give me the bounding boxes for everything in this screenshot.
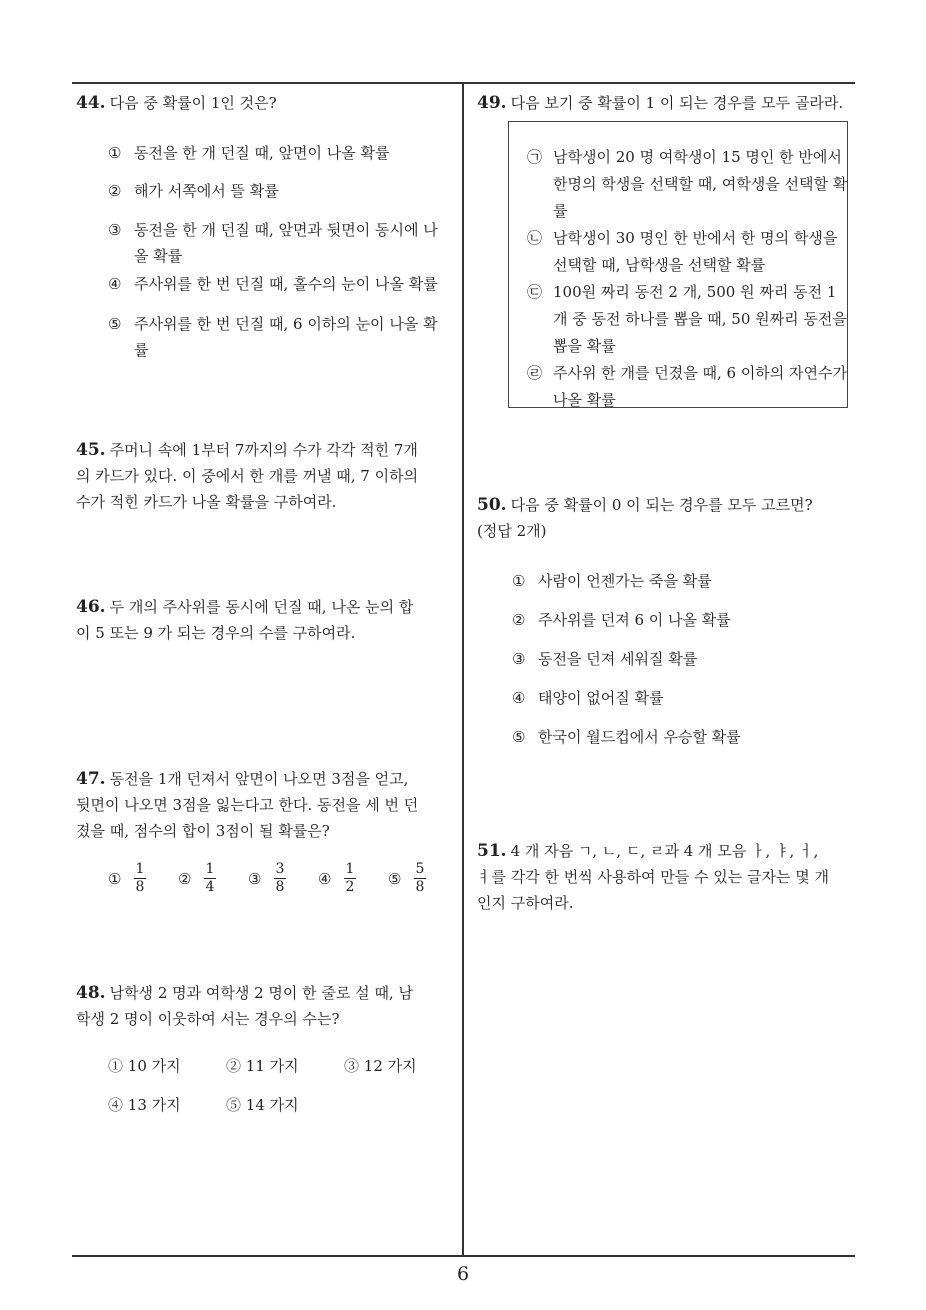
- q47-option-4[interactable]: [318, 862, 388, 895]
- option-mark: ②: [512, 611, 526, 629]
- option-text: 동전을 한 개 던질 때, 앞면이 나올 확률: [134, 144, 390, 162]
- option-text: 주사위를 한 번 던질 때, 홀수의 눈이 나올 확률: [134, 275, 438, 293]
- q50-option-3[interactable]: [512, 646, 842, 672]
- q48-option-3[interactable]: [344, 1053, 462, 1079]
- box-item-1[interactable]: [527, 144, 853, 225]
- q47-option-5[interactable]: [388, 862, 458, 895]
- question-text: 두 개의 주사위를 동시에 던질 때, 나온 눈의 합이 5 또는 9 가 되는 경우의 수를 구하여라.: [76, 598, 414, 642]
- question-text: 남학생 2 명과 여학생 2 명이 한 줄로 설 때, 남학생 2 명이 이웃하여 서는 경우의 수는?: [76, 984, 413, 1028]
- option-text: 11 가지: [245, 1057, 299, 1075]
- column-divider: [462, 82, 464, 1255]
- question-49: [477, 90, 867, 116]
- option-mark: ③: [512, 650, 526, 668]
- item-mark: ㉡: [527, 229, 543, 247]
- fraction: [274, 862, 286, 895]
- q47-option-2[interactable]: [178, 862, 248, 895]
- q44-option-4[interactable]: [108, 271, 448, 297]
- q48-options-row-2: [108, 1092, 344, 1118]
- option-text: 13 가지: [127, 1096, 181, 1114]
- question-number: 45.: [76, 440, 106, 460]
- option-text: 주사위를 한 번 던질 때, 6 이하의 눈이 나올 확률: [134, 315, 438, 359]
- box-item-2[interactable]: [527, 225, 853, 279]
- item-mark: ㉢: [527, 283, 543, 301]
- numerator: 1: [345, 861, 355, 877]
- option-mark: ③: [108, 221, 122, 239]
- option-mark: ①: [512, 572, 526, 590]
- item-mark: ㉣: [527, 364, 543, 382]
- item-text: 남학생이 20 명 여학생이 15 명인 한 반에서 한명의 학생을 선택할 때, 여학생을 선택할 확률: [553, 148, 848, 220]
- item-text: 주사위 한 개를 던졌을 때, 6 이하의 자연수가 나올 확률: [553, 364, 848, 409]
- question-number: 44.: [76, 93, 106, 113]
- numerator: 3: [275, 861, 285, 877]
- q48-option-5[interactable]: [226, 1092, 344, 1118]
- option-text: 동전을 던져 세워질 확률: [538, 650, 698, 668]
- question-number: 51.: [477, 841, 507, 861]
- option-text: 동전을 한 개 던질 때, 앞면과 뒷면이 동시에 나올 확률: [134, 221, 438, 265]
- q50-option-4[interactable]: [512, 685, 842, 711]
- fraction: [204, 862, 216, 895]
- q50-option-5[interactable]: [512, 724, 842, 750]
- question-number: 48.: [76, 983, 106, 1003]
- q48-options-row-1: [108, 1053, 462, 1079]
- q50-option-2[interactable]: [512, 607, 842, 633]
- numerator: 1: [135, 861, 145, 877]
- fraction: [134, 862, 146, 895]
- denominator: 2: [345, 879, 355, 895]
- option-mark: ⑤: [108, 315, 122, 333]
- option-text: 사람이 언젠가는 죽을 확률: [538, 572, 712, 590]
- option-text: 태양이 없어질 확률: [538, 689, 664, 707]
- option-mark: ④: [318, 869, 332, 888]
- top-rule: [72, 82, 855, 84]
- example-box: [508, 121, 848, 408]
- fraction: [344, 862, 356, 895]
- question-text: 다음 보기 중 확률이 1 이 되는 경우를 모두 골라라.: [510, 94, 844, 112]
- option-mark: ②: [108, 182, 122, 200]
- question-47: [76, 766, 426, 844]
- option-mark: ③: [344, 1057, 360, 1075]
- fraction: [414, 862, 426, 895]
- option-text: 12 가지: [363, 1057, 417, 1075]
- question-number: 46.: [76, 597, 106, 617]
- option-mark: ⑤: [226, 1096, 242, 1114]
- question-number: 47.: [76, 769, 106, 789]
- q47-option-3[interactable]: [248, 862, 318, 895]
- item-text: 100원 짜리 동전 2 개, 500 원 짜리 동전 1 개 중 동전 하나를 뽑을 때, 50 원짜리 동전을 뽑을 확률: [553, 283, 847, 355]
- question-number: 49.: [477, 93, 507, 113]
- q44-option-5[interactable]: [108, 311, 450, 363]
- question-text: 다음 중 확률이 1인 것은?: [109, 94, 277, 112]
- q44-option-2[interactable]: [108, 178, 448, 204]
- page-number: 6: [456, 1263, 470, 1285]
- option-text: 14 가지: [245, 1096, 299, 1114]
- question-45: [76, 437, 426, 515]
- question-44: [76, 90, 451, 116]
- question-51: [477, 838, 832, 916]
- question-number: 50.: [477, 495, 507, 515]
- option-text: 주사위를 던져 6 이 나올 확률: [538, 611, 731, 629]
- question-text: 동전을 1개 던져서 앞면이 나오면 3점을 얻고, 뒷면이 나오면 3점을 잃는다고 한다. 동전을 세 번 던졌을 때, 점수의 합이 3점이 될 확률은?: [76, 770, 419, 840]
- q44-option-1[interactable]: [108, 140, 448, 166]
- option-text: 해가 서쪽에서 뜰 확률: [134, 182, 279, 200]
- denominator: 8: [415, 879, 425, 895]
- option-mark: ⑤: [512, 728, 526, 746]
- box-item-4[interactable]: [527, 360, 853, 414]
- option-mark: ②: [226, 1057, 242, 1075]
- numerator: 5: [415, 861, 425, 877]
- question-text: 4 개 자음 ㄱ, ㄴ, ㄷ, ㄹ과 4 개 모음 ㅏ, ㅑ, ㅓ, ㅕ를 각각 한 번씩 사용하여 만들 수 있는 글자는 몇 개인지 구하여라.: [477, 842, 829, 912]
- bottom-rule: [72, 1255, 855, 1257]
- denominator: 4: [205, 879, 215, 895]
- option-mark: ⑤: [388, 869, 402, 888]
- numerator: 1: [205, 861, 215, 877]
- q50-option-1[interactable]: [512, 568, 842, 594]
- option-mark: ①: [108, 869, 122, 888]
- option-text: 10 가지: [127, 1057, 181, 1075]
- q44-option-3[interactable]: [108, 217, 450, 269]
- option-mark: ④: [108, 275, 122, 293]
- q48-option-1[interactable]: [108, 1053, 226, 1079]
- question-text: 다음 중 확률이 0 이 되는 경우를 모두 고르면?(정답 2개): [477, 496, 813, 540]
- denominator: 8: [135, 879, 145, 895]
- option-mark: ①: [108, 144, 122, 162]
- q47-option-1[interactable]: [108, 862, 178, 895]
- question-text: 주머니 속에 1부터 7까지의 수가 각각 적힌 7개의 카드가 있다. 이 중에서 한 개를 꺼낼 때, 7 이하의 수가 적힌 카드가 나올 확률을 구하여라.: [76, 441, 419, 511]
- option-mark: ④: [108, 1096, 124, 1114]
- q48-option-4[interactable]: [108, 1092, 226, 1118]
- option-text: 한국이 월드컵에서 우승할 확률: [538, 728, 741, 746]
- q48-option-2[interactable]: [226, 1053, 344, 1079]
- question-48: [76, 980, 426, 1032]
- option-mark: ③: [248, 869, 262, 888]
- denominator: 8: [275, 879, 285, 895]
- option-mark: ②: [178, 869, 192, 888]
- q47-options: [108, 862, 458, 895]
- question-46: [76, 594, 426, 646]
- option-mark: ①: [108, 1057, 124, 1075]
- question-50: [477, 492, 832, 544]
- option-mark: ④: [512, 689, 526, 707]
- item-mark: ㉠: [527, 148, 543, 166]
- box-item-3[interactable]: [527, 279, 853, 360]
- item-text: 남학생이 30 명인 한 반에서 한 명의 학생을 선택할 때, 남학생을 선택할 확률: [553, 229, 838, 274]
